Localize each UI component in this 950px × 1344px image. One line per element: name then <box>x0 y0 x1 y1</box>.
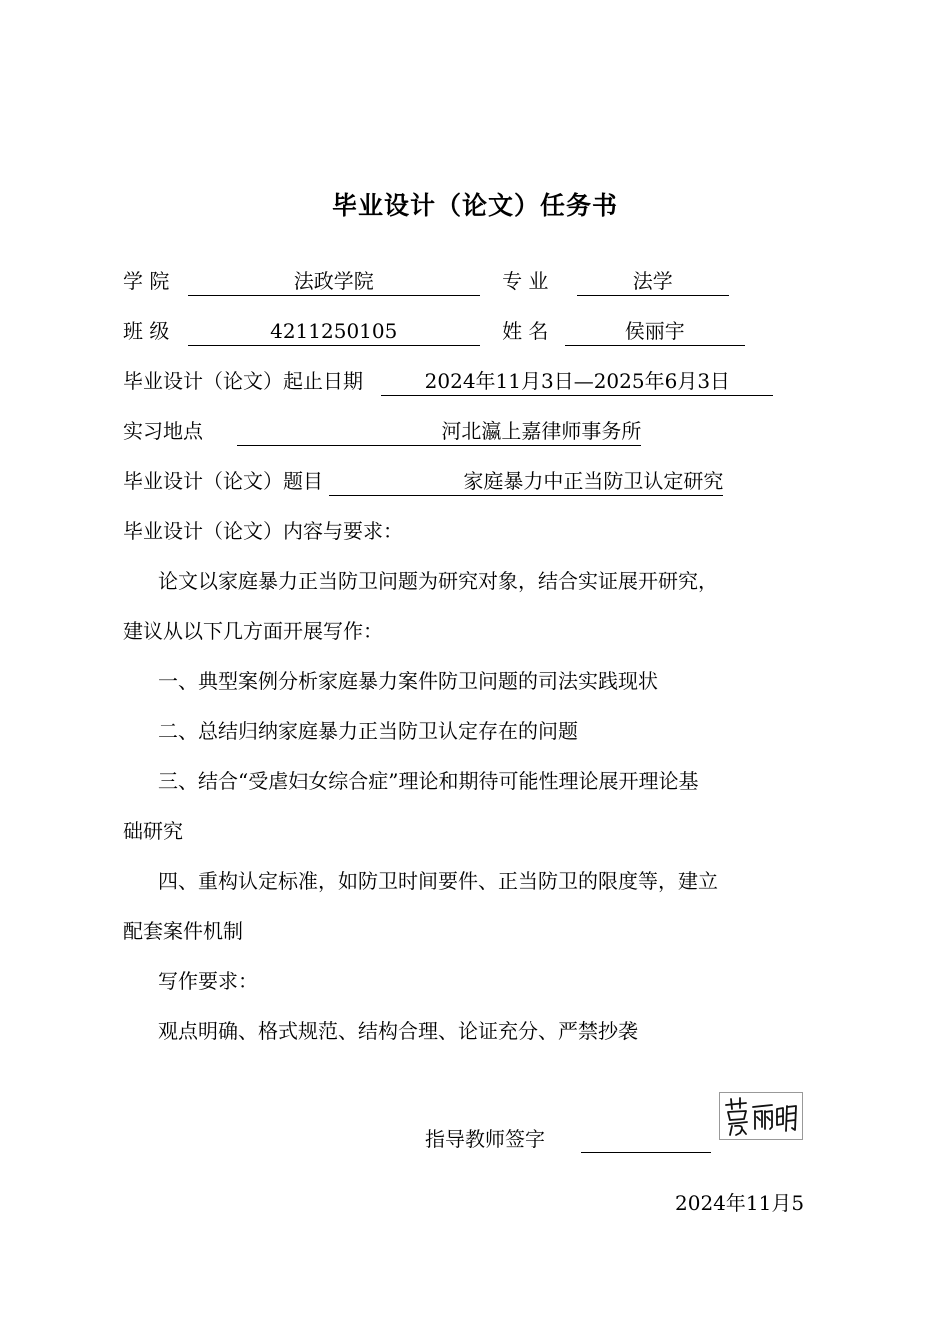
intro-line-2: 建议从以下几方面开展写作： <box>123 619 383 643</box>
intro-line-1: 论文以家庭暴力正当防卫问题为研究对象，结合实证展开研究， <box>158 569 718 593</box>
class-label: 班 级 <box>123 319 170 343</box>
signature-scribble-icon <box>720 1093 802 1139</box>
period-field: 2024年11月3日—2025年6月3日 <box>381 367 773 396</box>
college-major-row <box>123 266 729 296</box>
topic-label: 毕业设计（论文）题目 <box>123 469 323 493</box>
item-4-line-2: 配套案件机制 <box>123 919 243 943</box>
signature-line <box>581 1152 711 1153</box>
topic-field: 家庭暴力中正当防卫认定研究 <box>329 467 723 496</box>
item-3-line-1: 三、结合“受虐妇女综合症”理论和期待可能性理论展开理论基 <box>158 769 699 793</box>
location-label: 实习地点 <box>123 419 203 443</box>
page-title: 毕业设计（论文）任务书 <box>331 191 618 220</box>
requirements-text: 观点明确、格式规范、结构合理、论证充分、严禁抄袭 <box>158 1019 638 1043</box>
period-label: 毕业设计（论文）起止日期 <box>123 369 363 393</box>
topic-row <box>123 466 723 496</box>
item-4-line-1: 四、重构认定标准，如防卫时间要件、正当防卫的限度等，建立 <box>158 869 718 893</box>
item-3-line-2: 础研究 <box>123 819 183 843</box>
class-field: 4211250105 <box>188 317 480 346</box>
item-1: 一、典型案例分析家庭暴力案件防卫问题的司法实践现状 <box>158 669 658 693</box>
supervisor-signature-label: 指导教师签字 <box>425 1127 545 1151</box>
name-label: 姓 名 <box>502 319 549 343</box>
handwritten-signature <box>719 1092 803 1140</box>
college-label: 学 院 <box>123 269 170 293</box>
college-field: 法政学院 <box>188 267 480 296</box>
requirements-label: 写作要求： <box>158 969 258 993</box>
major-field: 法学 <box>577 267 729 296</box>
student-name-field: 侯丽宇 <box>565 317 745 346</box>
document-date: 2024年11月5 <box>675 1191 805 1215</box>
period-row <box>123 366 773 396</box>
major-label: 专 业 <box>502 269 549 293</box>
location-field: 河北瀛上嘉律师事务所 <box>237 417 641 446</box>
class-name-row <box>123 316 745 346</box>
item-2: 二、总结归纳家庭暴力正当防卫认定存在的问题 <box>158 719 578 743</box>
location-row <box>123 416 641 446</box>
content-label: 毕业设计（论文）内容与要求： <box>123 519 403 543</box>
